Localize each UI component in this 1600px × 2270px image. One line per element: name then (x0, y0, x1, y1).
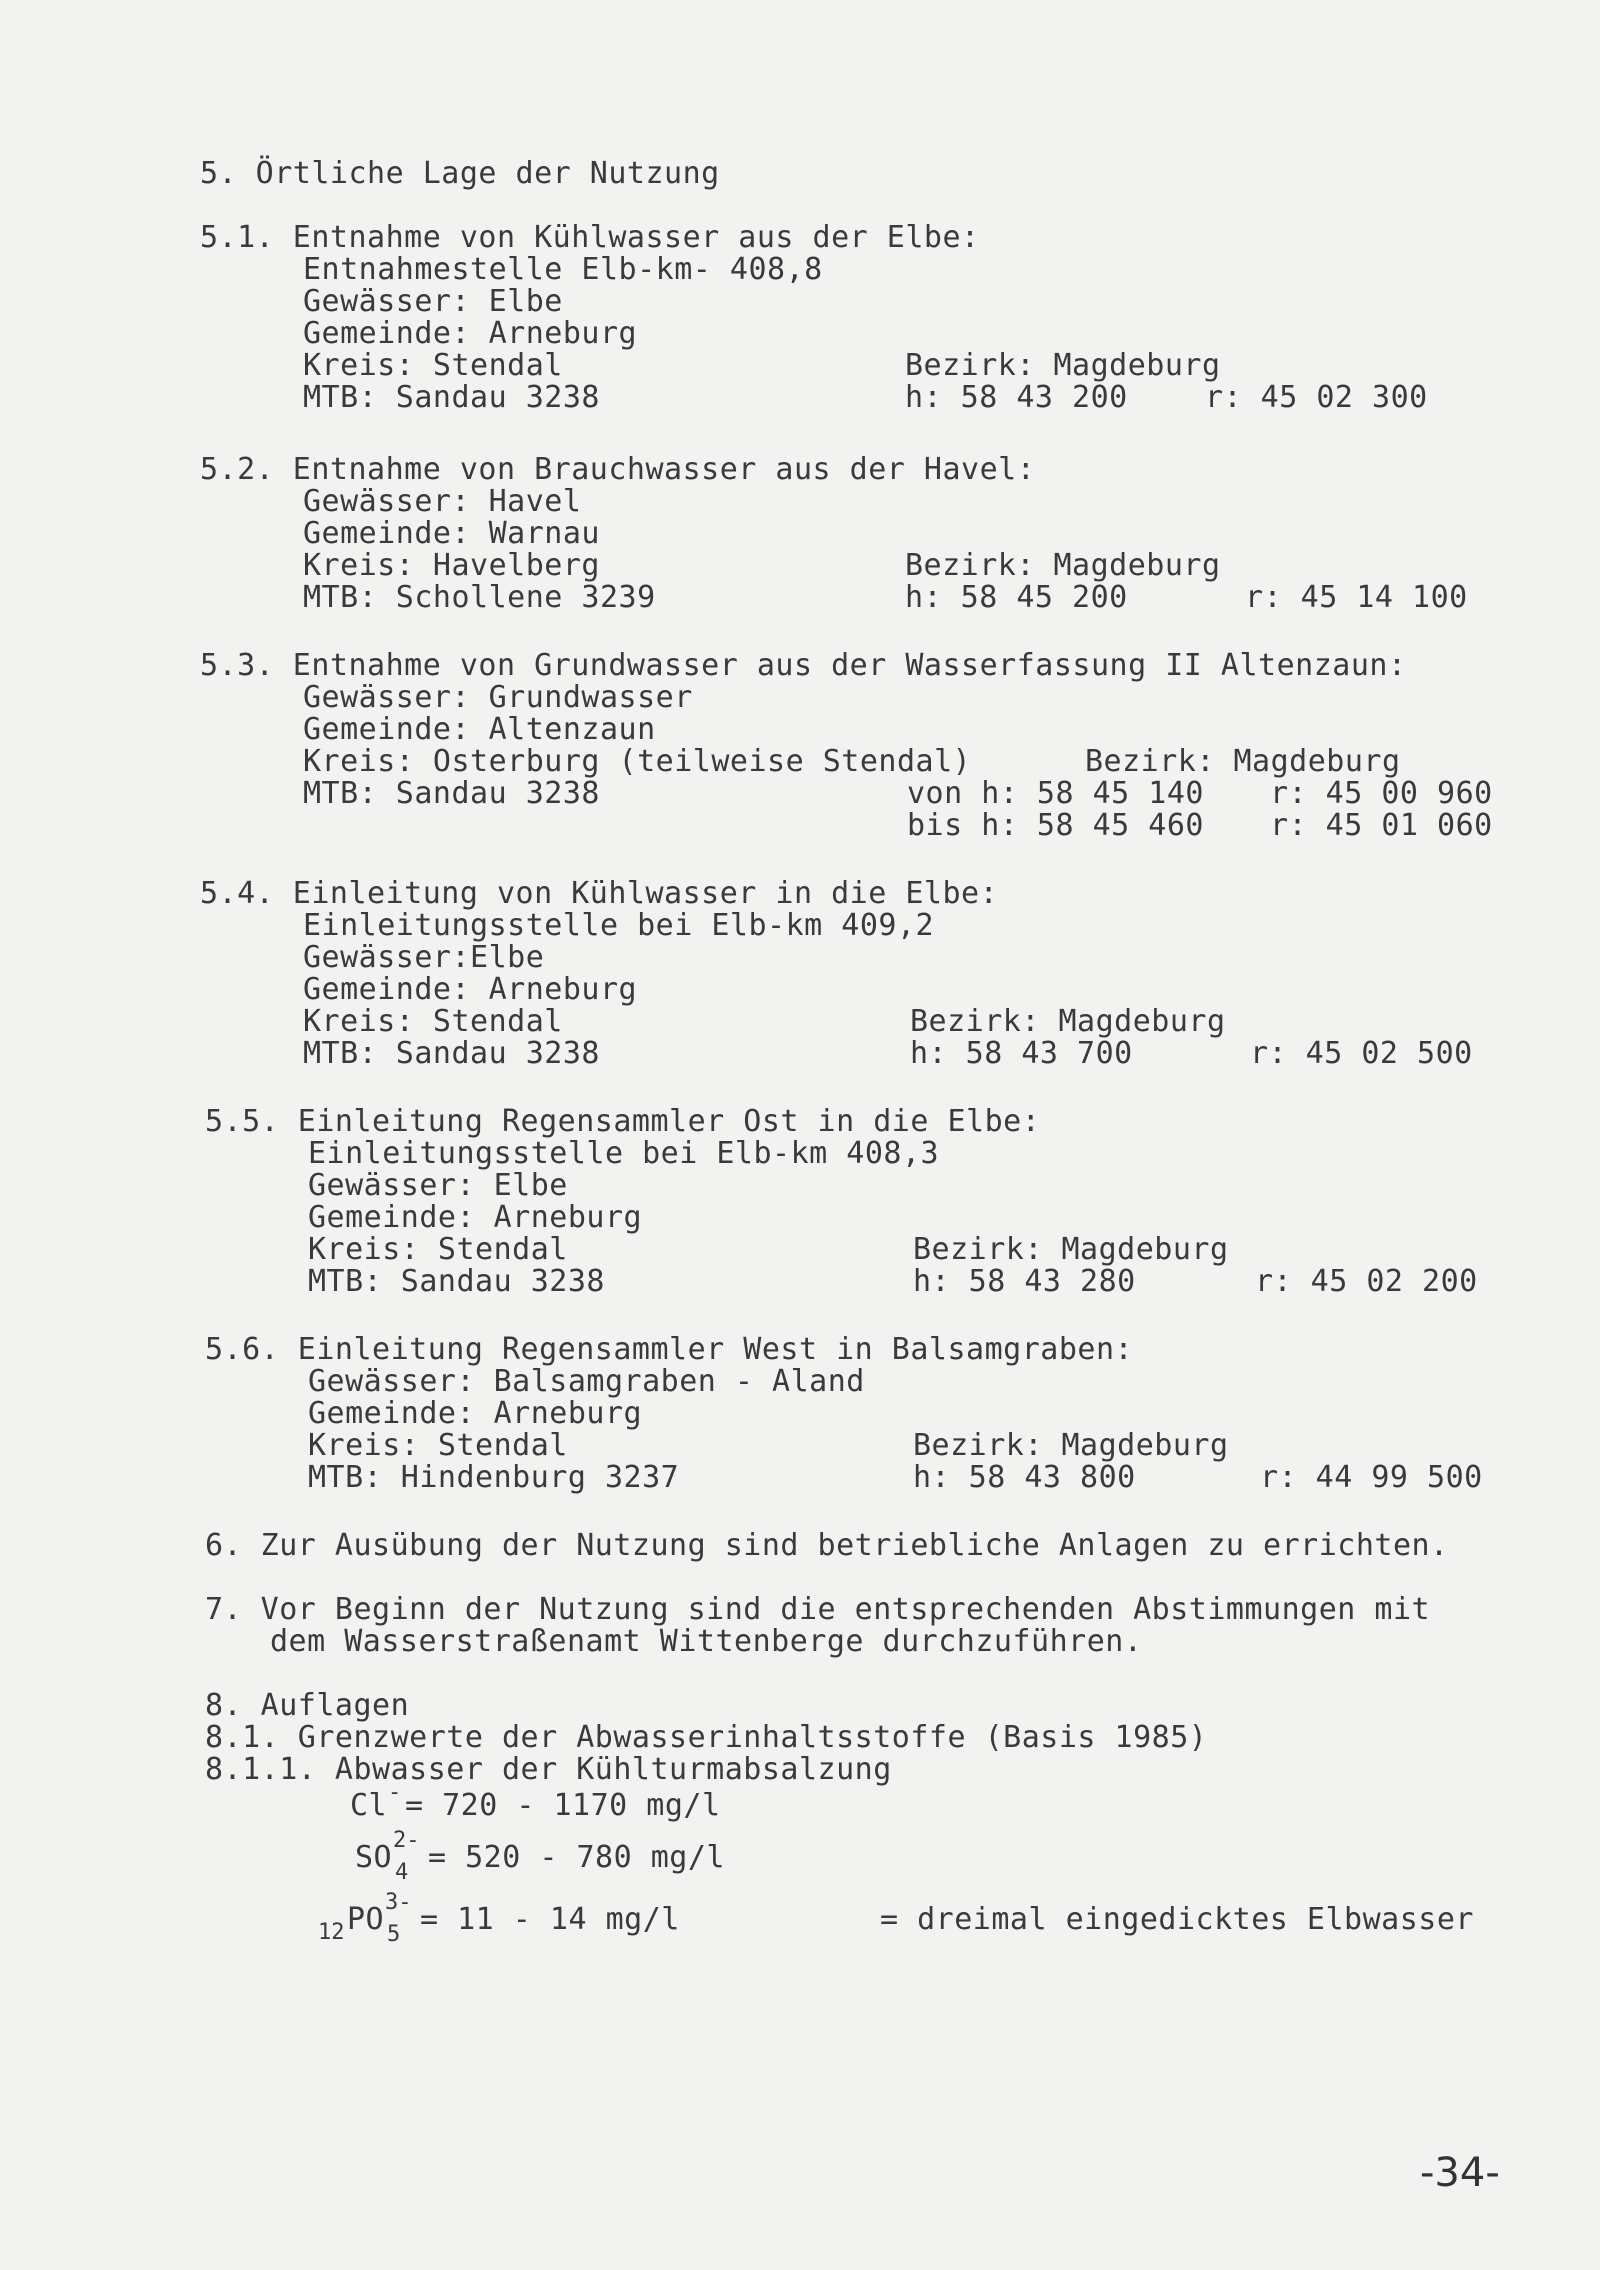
section-5-5-line: Gemeinde: Arneburg (308, 1200, 643, 1235)
section-5-1-kreis: Kreis: Stendal (303, 348, 563, 383)
section-5-1-line: Gewässer: Elbe (303, 284, 563, 319)
section-5-6-h: h: 58 43 800 (913, 1460, 1136, 1495)
section-5-1-mtb: MTB: Sandau 3238 (303, 380, 600, 415)
section-5-3-heading: 5.3. Entnahme von Grundwasser aus der Wasserfassung II Altenzaun: (200, 648, 1407, 683)
section-5-4-h: h: 58 43 700 (910, 1036, 1133, 1071)
phosphate-label: PO (347, 1902, 385, 1937)
section-6-text: 6. Zur Ausübung der Nutzung sind betriebliche Anlagen zu errichten. (205, 1528, 1449, 1563)
section-5-title: 5. Örtliche Lage der Nutzung (200, 156, 720, 191)
section-5-2-line: Gewässer: Havel (303, 484, 582, 519)
phosphate-note: = dreimal eingedicktes Elbwasser (880, 1902, 1474, 1937)
sulfate-subscript: 4 (395, 1860, 409, 1885)
section-5-4-line: Gewässer:Elbe (303, 940, 545, 975)
section-7-line: 7. Vor Beginn der Nutzung sind die entsprechenden Abstimmungen mit (205, 1592, 1431, 1627)
phosphate-range: = 11 - 14 mg/l (420, 1902, 680, 1937)
section-5-6-r: r: 44 99 500 (1260, 1460, 1483, 1495)
sulfate-label: SO (355, 1840, 393, 1875)
section-5-1-h: h: 58 43 200 (905, 380, 1128, 415)
section-5-1-line: Gemeinde: Arneburg (303, 316, 638, 351)
section-5-5-heading: 5.5. Einleitung Regensammler Ost in die Elbe: (205, 1104, 1041, 1139)
section-5-3-bis-r: r: 45 01 060 (1270, 808, 1493, 843)
section-5-3-line: Gewässer: Grundwasser (303, 680, 693, 715)
section-5-4-kreis: Kreis: Stendal (303, 1004, 563, 1039)
section-5-3-mtb: MTB: Sandau 3238 (303, 776, 600, 811)
section-5-1-line: Entnahmestelle Elb-km- 408,8 (303, 252, 823, 287)
section-5-2-bezirk: Bezirk: Magdeburg (905, 548, 1221, 583)
sulfate-range: = 520 - 780 mg/l (428, 1840, 725, 1875)
section-5-6-line: Gewässer: Balsamgraben - Aland (308, 1364, 865, 1399)
section-5-2-h: h: 58 45 200 (905, 580, 1128, 615)
section-5-3-bis-h: bis h: 58 45 460 (907, 808, 1204, 843)
chloride-range: = 720 - 1170 mg/l (405, 1788, 721, 1823)
section-5-1-r: r: 45 02 300 (1205, 380, 1428, 415)
section-5-5-r: r: 45 02 200 (1255, 1264, 1478, 1299)
section-5-2-kreis: Kreis: Havelberg (303, 548, 600, 583)
section-5-5-bezirk: Bezirk: Magdeburg (913, 1232, 1229, 1267)
section-5-3-bezirk: Bezirk: Magdeburg (1085, 744, 1401, 779)
section-5-6-line: Gemeinde: Arneburg (308, 1396, 643, 1431)
section-5-6-kreis: Kreis: Stendal (308, 1428, 568, 1463)
section-5-4-line: Einleitungsstelle bei Elb-km 409,2 (303, 908, 935, 943)
section-5-5-mtb: MTB: Sandau 3238 (308, 1264, 605, 1299)
section-5-6-heading: 5.6. Einleitung Regensammler West in Balsamgraben: (205, 1332, 1134, 1367)
section-5-1-bezirk: Bezirk: Magdeburg (905, 348, 1221, 383)
section-5-6-mtb: MTB: Hindenburg 3237 (308, 1460, 680, 1495)
section-5-5-h: h: 58 43 280 (913, 1264, 1136, 1299)
section-5-5-kreis: Kreis: Stendal (308, 1232, 568, 1267)
section-5-2-mtb: MTB: Schollene 3239 (303, 580, 656, 615)
section-5-2-heading: 5.2. Entnahme von Brauchwasser aus der Havel: (200, 452, 1036, 487)
section-5-3-von-h: von h: 58 45 140 (907, 776, 1204, 811)
section-5-5-line: Einleitungsstelle bei Elb-km 408,3 (308, 1136, 940, 1171)
section-5-3-von-r: r: 45 00 960 (1270, 776, 1493, 811)
section-5-4-bezirk: Bezirk: Magdeburg (910, 1004, 1226, 1039)
chloride-label: Cl (350, 1788, 388, 1823)
section-8-1-heading: 8.1. Grenzwerte der Abwasserinhaltsstoffe (Basis 1985) (205, 1720, 1208, 1755)
section-5-3-line: Gemeinde: Altenzaun (303, 712, 656, 747)
chloride-charge: - (388, 1780, 402, 1805)
section-5-2-line: Gemeinde: Warnau (303, 516, 600, 551)
section-8-title: 8. Auflagen (205, 1688, 410, 1723)
section-5-3-kreis: Kreis: Osterburg (teilweise Stendal) (303, 744, 972, 779)
section-5-5-line: Gewässer: Elbe (308, 1168, 568, 1203)
section-5-4-mtb: MTB: Sandau 3238 (303, 1036, 600, 1071)
section-5-4-r: r: 45 02 500 (1250, 1036, 1473, 1071)
phosphate-prefix: 12 (318, 1920, 345, 1945)
section-5-4-line: Gemeinde: Arneburg (303, 972, 638, 1007)
phosphate-subscript: 5 (387, 1922, 401, 1947)
section-7-line: dem Wasserstraßenamt Wittenberge durchzuführen. (270, 1624, 1143, 1659)
page-number: -34- (1420, 2150, 1500, 2196)
section-5-1-heading: 5.1. Entnahme von Kühlwasser aus der Elbe: (200, 220, 980, 255)
section-5-6-bezirk: Bezirk: Magdeburg (913, 1428, 1229, 1463)
sulfate-charge: 2- (393, 1828, 420, 1853)
section-5-2-r: r: 45 14 100 (1245, 580, 1468, 615)
section-8-1-1-heading: 8.1.1. Abwasser der Kühlturmabsalzung (205, 1752, 892, 1787)
phosphate-charge: 3- (385, 1890, 412, 1915)
section-5-4-heading: 5.4. Einleitung von Kühlwasser in die Elbe: (200, 876, 999, 911)
